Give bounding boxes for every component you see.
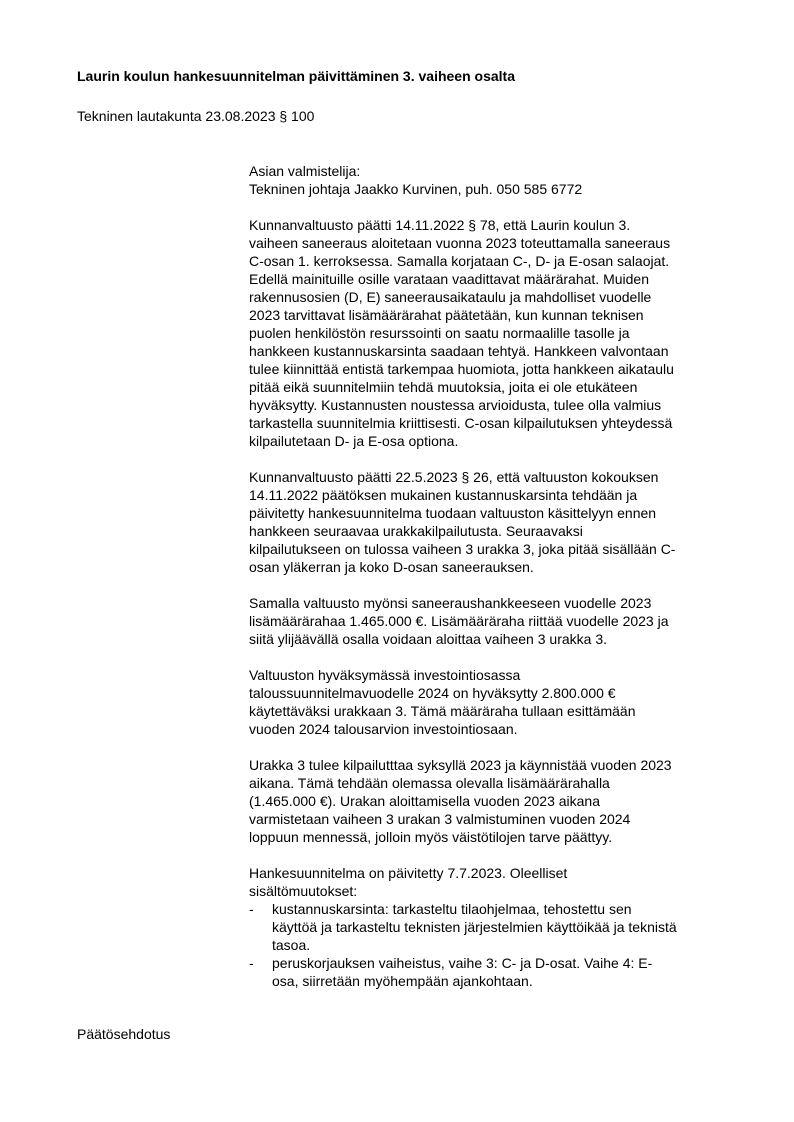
text-line: kustannuskarsinta: tarkasteltu tilaohjelmaa, tehostettu sen [272, 901, 632, 917]
text-line: puolen henkilöstön resurssointi on saatu normaalille tasolle ja [249, 325, 630, 341]
text-line: loppuun mennessä, jolloin myös väistötilojen tarve päättyy. [249, 829, 613, 845]
text-line: lisämäärärahaa 1.465.000 €. Lisämääräraha riittää vuodelle 2023 ja [249, 613, 669, 629]
preparer-block [249, 162, 741, 198]
text-line: vuoden 2024 talousarvion investointiosaan. [249, 721, 518, 737]
page-title: Laurin koulun hankesuunnitelman päivittäminen 3. vaiheen osalta [77, 68, 515, 84]
paragraph-council-decision-2023 [249, 468, 741, 576]
text-line: 2023 tarvittavat lisämäärärahat päätetään, kun kunnan teknisen [249, 307, 644, 323]
meeting-reference: Tekninen lautakunta 23.08.2023 § 100 [77, 108, 315, 124]
text-line: Valtuuston hyväksymässä investointiosassa [249, 667, 521, 683]
text-line: (1.465.000 €). Urakan aloittamisella vuoden 2023 aikana [249, 793, 601, 809]
text-line: vaiheen saneeraus aloitetaan vuonna 2023 toteuttamalla saneeraus [249, 235, 671, 251]
paragraph-additional-appropriation [249, 594, 741, 648]
text-line: hyväksytty. Kustannusten noustessa arvioidusta, tulee olla valmius [249, 397, 662, 413]
text-line: sisältömuutokset: [249, 883, 358, 899]
text-line: siitä ylijäävällä osalla voidaan aloittaa vaiheen 3 urakka 3. [249, 631, 607, 647]
text-line: kilpailutetaan D- ja E-osa optiona. [249, 433, 459, 449]
text-line: Kunnanvaltuusto päätti 14.11.2022 § 78, että Laurin koulun 3. [249, 217, 631, 233]
text-line: taloussuunnitelmavuodelle 2024 on hyväksytty 2.800.000 € [249, 685, 616, 701]
text-line: tulee kiinnittää entistä tarkempaa huomiota, jotta hankkeen aikataulu [249, 361, 674, 377]
text-line: käytettäväksi urakkaan 3. Tämä määräraha tullaan esittämään [249, 703, 636, 719]
text-line: osan yläkerran ja koko D-osan saneerauksen. [249, 559, 534, 575]
text-line: tarkastella suunnitelmia kriittisesti. C-osan kilpailutuksen yhteydessä [249, 415, 673, 431]
decision-proposal-heading: Päätösehdotus [77, 1026, 171, 1042]
text-line: tasoa. [272, 937, 311, 953]
text-line: Edellä mainituille osille varataan vaadittavat määrärahat. Muiden [249, 271, 649, 287]
preparer-label: Asian valmistelija: [249, 163, 361, 179]
list-item [249, 954, 741, 990]
text-line: hankkeen seuraavaa urakkakilpailutusta. Seuraavaksi [249, 523, 583, 539]
text-line: hankkeen kustannuskarsinta saadaan tehtyä. Hankkeen valvontaan [249, 343, 669, 359]
text-line: osa, siirretään myöhempään ajankohtaan. [272, 973, 533, 989]
text-line: C-osan 1. kerroksessa. Samalla korjataan C-, D- ja E-osan salaojat. [249, 253, 670, 269]
paragraph-council-decision-2022 [249, 216, 741, 450]
paragraph-investment-2024 [249, 666, 741, 738]
text-line: peruskorjauksen vaiheistus, vaihe 3: C- ja D-osat. Vaihe 4: E- [272, 955, 653, 971]
text-line: pitää eikä suunnitelmiin tehdä muutoksia, joita ei ole etukäteen [249, 379, 638, 395]
plan-update-section [249, 864, 741, 990]
text-line: aikana. Tämä tehdään olemassa olevalla lisämäärärahalla [249, 775, 610, 791]
text-line: rakennusosien (D, E) saneerausaikataulu ja mahdolliset vuodelle [249, 289, 652, 305]
text-line: käyttöä ja tarkasteltu teknisten järjestelmien käyttöikää ja teknistä [272, 919, 677, 935]
preparer-contact: Tekninen johtaja Jaakko Kurvinen, puh. 050 585 6772 [249, 181, 583, 197]
text-line: Urakka 3 tulee kilpailutttaa syksyllä 2023 ja käynnistää vuoden 2023 [249, 757, 672, 773]
list-item [249, 900, 741, 954]
text-line: Kunnanvaltuusto päätti 22.5.2023 § 26, että valtuuston kokouksen [249, 469, 659, 485]
text-line: varmistetaan vaiheen 3 urakan 3 valmistuminen vuoden 2024 [249, 811, 631, 827]
document-body [249, 162, 741, 990]
paragraph-contract-3-schedule [249, 756, 741, 846]
text-line: kilpailutukseen on tulossa vaiheen 3 urakka 3, joka pitää sisällään C- [249, 541, 676, 557]
text-line: päivitetty hankesuunnitelma tuodaan valtuuston käsittelyyn ennen [249, 505, 657, 521]
dash-bullet: - [249, 955, 254, 971]
text-line: 14.11.2022 päätöksen mukainen kustannuskarsinta tehdään ja [249, 487, 638, 503]
text-line: Samalla valtuusto myönsi saneeraushankkeeseen vuodelle 2023 [249, 595, 652, 611]
text-line: Hankesuunnitelma on päivitetty 7.7.2023. Oleelliset [249, 865, 568, 881]
dash-bullet: - [249, 901, 254, 917]
changes-list [249, 900, 741, 990]
